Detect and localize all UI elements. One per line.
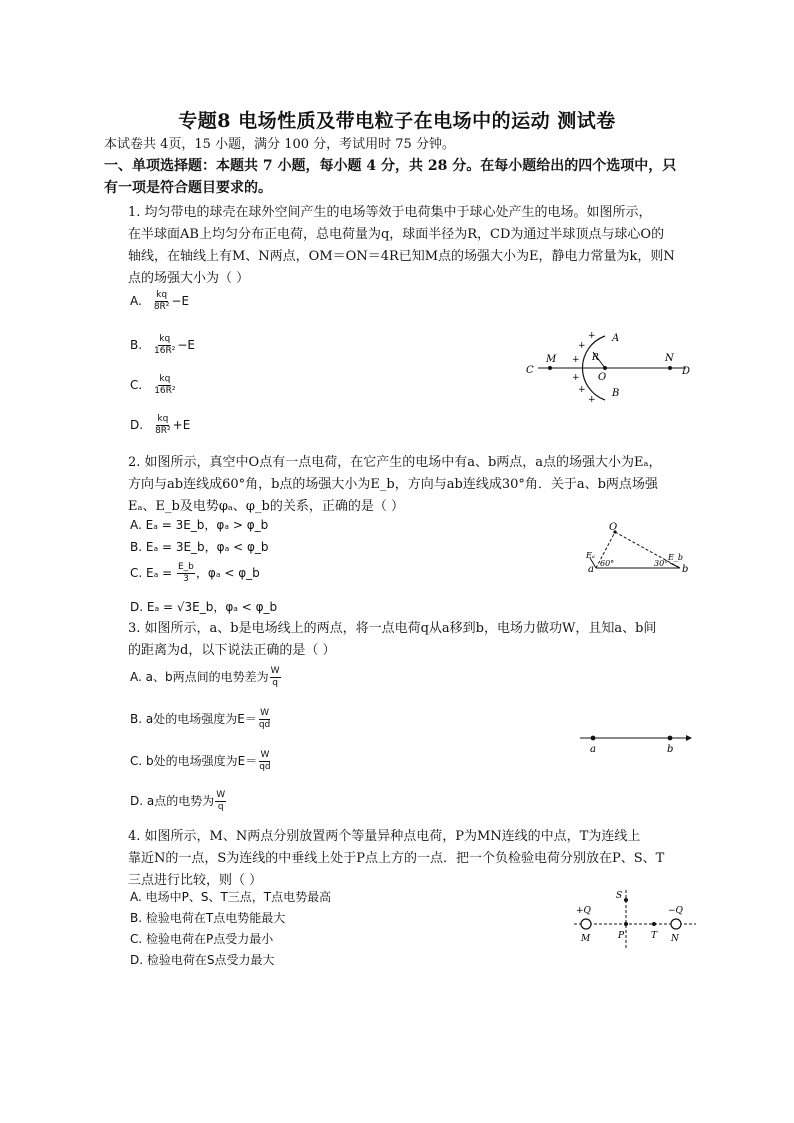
- label-angle-60: 60°: [600, 559, 615, 568]
- q1-line: 在半球面AB上均匀分布正电荷，总电荷量为q，球面半径为R，CD为通过半球顶点与球心O的: [128, 227, 665, 242]
- page-title: 专题8 电场性质及带电粒子在电场中的运动 测试卷: [178, 110, 616, 132]
- plus-sign: +: [578, 341, 586, 351]
- option-label: A.: [130, 294, 142, 308]
- q4-option-a[interactable]: A. 电场中P、S、T三点，T点电势最高: [130, 890, 332, 904]
- point-m: [548, 366, 552, 370]
- q4-option-c[interactable]: C. 检验电荷在P点受力最小: [130, 932, 274, 946]
- point-p: [624, 922, 628, 926]
- label-m: M: [546, 354, 557, 365]
- label-a: a: [590, 744, 596, 755]
- label-r: R: [592, 353, 599, 363]
- q1-line: 轴线，在轴线上有M、N两点，OM＝ON＝4R已知M点的场强大小为E，静电力常量为k，则N: [128, 249, 675, 264]
- q4-option-d[interactable]: D. 检验电荷在S点受力最大: [130, 953, 275, 967]
- q2-triangle-figure: [582, 520, 692, 578]
- point-a: [591, 736, 596, 741]
- q4-line: 4. 如图所示，M、N两点分别放置两个等量异种点电荷，P为MN连线的中点，T为连线上: [128, 829, 641, 844]
- option-label: D.: [130, 418, 144, 432]
- q4-option-b[interactable]: B. 检验电荷在T点电势能最大: [130, 911, 286, 925]
- q1-option-b[interactable]: B. $\frac{kq}{\text{16R²}}$ −E: [130, 334, 196, 356]
- q2-option-d[interactable]: D. Eₐ = √3E_b，φₐ < φ_b: [130, 600, 278, 614]
- q3-field-line-figure: [576, 728, 694, 756]
- q1-option-d[interactable]: D. $\frac{kq}{\text{8R²}}$ +E: [130, 414, 191, 436]
- exam-intro: 本试卷共 4页，15 小题，满分 100 分，考试用时 75 分钟。: [104, 137, 455, 152]
- q3-option-b[interactable]: B. a处的电场强度为E＝ $\frac{W}{qd}$: [130, 708, 271, 730]
- q1-line: 1. 均匀带电的球壳在球外空间产生的电场等效于电荷集中于球心处产生的电场。如图所示，: [128, 205, 652, 220]
- point-t: [652, 922, 656, 926]
- q2-option-b[interactable]: B. Eₐ = 3E_b，φₐ < φ_b: [130, 540, 269, 554]
- plus-sign: +: [572, 355, 580, 365]
- q3-option-a[interactable]: A. a、b两点间的电势差为 $\frac{W}{q}$: [130, 666, 280, 688]
- fraction: $\frac{W}{q}$: [216, 790, 226, 812]
- q4-line: 靠近N的一点，S为连线的中垂线上处于P点上方的一点．把一个负检验电荷分别放在P、S、T: [128, 851, 665, 866]
- q2-line: Eₐ、E_b及电势φₐ、φ_b的关系，正确的是（ ）: [128, 499, 404, 514]
- label-n: N: [665, 353, 674, 364]
- fraction: $\frac{E\_b}{3}$: [178, 562, 194, 584]
- label-plus-q: +Q: [576, 906, 591, 916]
- option-label: B.: [130, 338, 143, 352]
- fraction: $\frac{kq}{\text{8R²}}$: [153, 290, 170, 312]
- label-minus-q: −Q: [668, 906, 683, 916]
- q3-line: 的距离为d，以下说法正确的是（ ）: [128, 643, 336, 658]
- q1-line: 点的场强大小为（ ）: [128, 271, 250, 286]
- label-o: O: [609, 522, 618, 533]
- point-b: [668, 736, 673, 741]
- label-m: M: [581, 934, 591, 944]
- fraction: $\frac{kq}{\text{8R²}}$: [155, 414, 171, 436]
- q4-line: 三点进行比较，则（ ）: [128, 873, 263, 888]
- point-o: [603, 366, 607, 370]
- charge-m: [581, 919, 591, 929]
- arrow-head: [686, 735, 692, 741]
- q2-line: 方向与ab连线成60°角，b点的场强大小为E_b，方向与ab连线成30°角．关于a、b两点场强: [128, 477, 658, 492]
- label-angle-30: 30°: [654, 559, 669, 568]
- label-a: A: [612, 333, 620, 344]
- section-heading-line1: 一、单项选择题：本题共 7 小题，每小题 4 分，共 28 分。在每小题给出的四个选项中，只: [104, 158, 677, 174]
- fraction: $\frac{kq}{\text{16R²}}$: [154, 334, 176, 356]
- label-c: C: [526, 365, 534, 376]
- label-eb: E_b: [668, 553, 683, 562]
- point-s: [624, 898, 628, 902]
- label-t: T: [651, 931, 658, 941]
- fraction: $\frac{W}{q}$: [270, 666, 280, 688]
- q1-option-c[interactable]: [130, 374, 178, 397]
- q3-option-d[interactable]: D. a点的电势为 $\frac{W}{q}$: [130, 790, 226, 812]
- label-b: b: [667, 744, 674, 755]
- plus-sign: +: [588, 331, 596, 341]
- plus-sign: +: [588, 395, 596, 405]
- label-p: P: [618, 931, 625, 941]
- label-b: B: [612, 388, 620, 399]
- q3-line: 3. 如图所示，a、b是电场线上的两点，将一点电荷q从a移到b，电场力做功W，且知a、b间: [128, 621, 657, 636]
- plus-sign: +: [572, 373, 580, 383]
- q1-hemisphere-figure: [520, 326, 700, 406]
- q2-option-a[interactable]: A. Eₐ = 3E_b，φₐ > φ_b: [130, 518, 269, 532]
- label-b: b: [682, 564, 689, 575]
- fraction: $\frac{kq}{\text{16R²}}$: [154, 374, 176, 396]
- label-ea: Eₐ: [586, 551, 595, 560]
- label-a: a: [588, 564, 594, 575]
- point-n: [668, 366, 672, 370]
- q3-option-c[interactable]: C. b处的电场强度为E＝ $\frac{W}{qd}$: [130, 750, 271, 772]
- option-label: C.: [130, 378, 143, 392]
- charge-n: [671, 919, 681, 929]
- label-d: D: [682, 366, 691, 377]
- section-heading-line2: 有一项是符合题目要求的。: [104, 180, 272, 196]
- q1-option-a[interactable]: A. $\frac{kq}{\text{8R²}}$ −E: [130, 290, 190, 312]
- q2-line: 2. 如图所示，真空中O点有一点电荷，在它产生的电场中有a、b两点，a点的场强大小为Eₐ，: [128, 455, 662, 470]
- q4-charges-figure: [570, 886, 700, 952]
- fraction: $\frac{W}{qd}$: [259, 750, 271, 772]
- label-o: O: [598, 372, 607, 383]
- vector-eb: [670, 563, 680, 568]
- label-s: S: [616, 891, 623, 901]
- q2-option-c[interactable]: C. Eₐ = $\frac{E\_b}{3}$ ，φₐ < φ_b: [130, 562, 260, 584]
- fraction: $\frac{W}{qd}$: [258, 708, 271, 730]
- plus-sign: +: [578, 385, 586, 395]
- label-n: N: [671, 934, 679, 944]
